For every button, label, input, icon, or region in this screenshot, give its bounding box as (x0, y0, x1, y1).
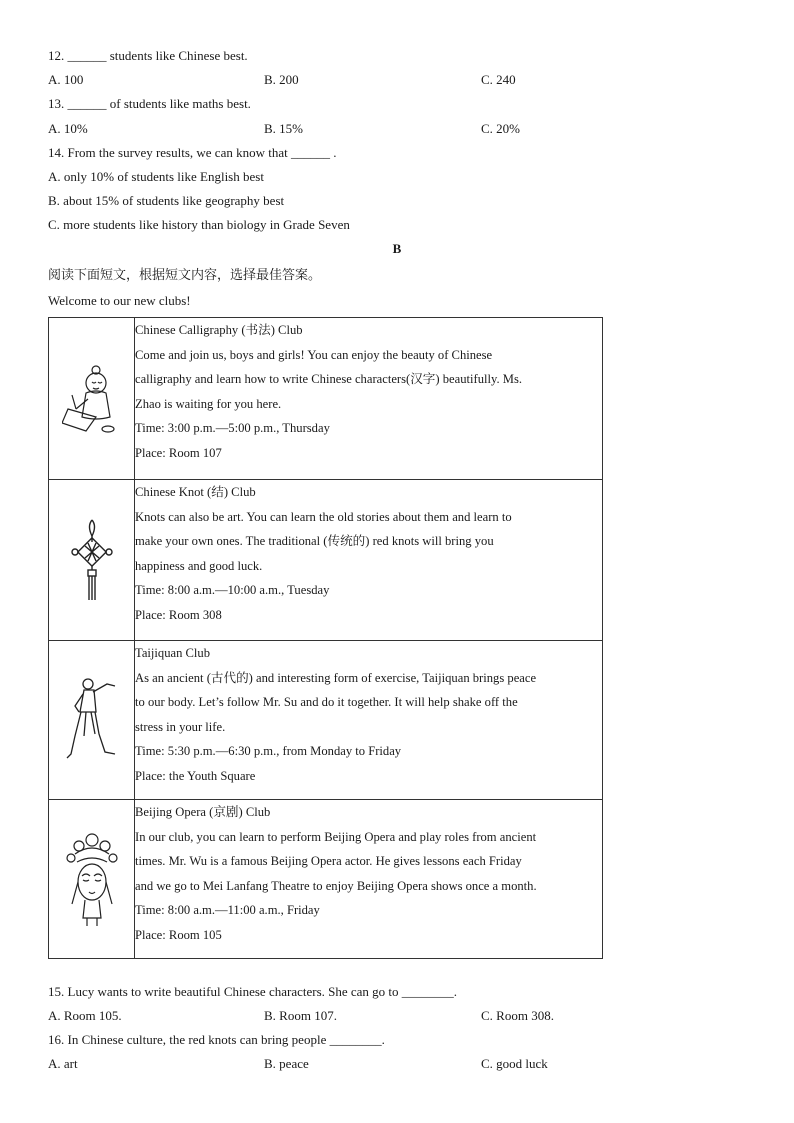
question-12-option-b[interactable]: B. 200 (264, 72, 299, 87)
calligraphy-icon (62, 359, 122, 439)
club-text-line: In our club, you can learn to perform Beijing Opera and play roles from ancient (135, 829, 537, 844)
club-title: Chinese Knot (结) Club (135, 485, 256, 499)
club-row (49, 318, 603, 480)
question-12-stem: 12. ______ students like Chinese best. (48, 48, 248, 63)
club-text-line: make your own ones. The traditional (传统的) red knots will bring you (135, 534, 494, 549)
club-title: Beijing Opera (京剧) Club (135, 805, 271, 819)
club-row (49, 800, 603, 959)
section-instruction: 阅读下面短文，根据短文内容，选择最佳答案。 (48, 267, 322, 282)
club-place: Place: Room 308 (135, 607, 222, 622)
club-picture-cell (49, 800, 135, 959)
question-14-option-a[interactable]: A. only 10% of students like English best (48, 169, 264, 184)
question-16-option-c[interactable]: C. good luck (481, 1056, 548, 1071)
club-picture-cell (49, 641, 135, 800)
question-12-option-c[interactable]: C. 240 (481, 72, 516, 87)
club-title: Taijiquan Club (135, 646, 211, 660)
chinese-knot-icon (67, 518, 117, 602)
club-text-line: calligraphy and learn how to write Chinese characters(汉字) beautifully. Ms. (135, 372, 523, 387)
club-text-line: Knots can also be art. You can learn the old stories about them and learn to (135, 509, 512, 524)
club-text-line: and we go to Mei Lanfang Theatre to enjoy Beijing Opera shows once a month. (135, 878, 537, 893)
club-description (135, 480, 603, 641)
club-row (49, 480, 603, 641)
club-row (49, 641, 603, 800)
club-place: Place: Room 105 (135, 927, 222, 942)
clubs-table (48, 317, 603, 959)
club-time: Time: 8:00 a.m.—11:00 a.m., Friday (135, 903, 320, 918)
club-place: Place: the Youth Square (135, 768, 256, 783)
club-text-line: Come and join us, boys and girls! You can enjoy the beauty of Chinese (135, 347, 493, 362)
question-15-option-a[interactable]: A. Room 105. (48, 1008, 122, 1023)
club-time: Time: 3:00 p.m.—5:00 p.m., Thursday (135, 421, 330, 436)
question-14-option-b[interactable]: B. about 15% of students like geography best (48, 193, 285, 208)
club-picture-cell (49, 318, 135, 480)
question-13-option-b[interactable]: B. 15% (264, 121, 303, 136)
question-15-option-c[interactable]: C. Room 308. (481, 1008, 554, 1023)
club-description (135, 318, 603, 480)
club-text-line: Zhao is waiting for you here. (135, 396, 282, 411)
club-description (135, 800, 603, 959)
club-time: Time: 5:30 p.m.—6:30 p.m., from Monday to Friday (135, 744, 402, 759)
question-13-option-c[interactable]: C. 20% (481, 121, 520, 136)
club-time: Time: 8:00 a.m.—10:00 a.m., Tuesday (135, 583, 330, 598)
question-15-option-b[interactable]: B. Room 107. (264, 1008, 337, 1023)
club-text-line: times. Mr. Wu is a famous Beijing Opera actor. He gives lessons each Friday (135, 854, 522, 869)
beijing-opera-mask-icon (63, 830, 121, 928)
taijiquan-icon (64, 674, 120, 766)
question-13-option-a[interactable]: A. 10% (48, 121, 88, 136)
question-16-option-b[interactable]: B. peace (264, 1056, 309, 1071)
club-text-line: to our body. Let’s follow Mr. Su and do it together. It will help shake off the (135, 695, 518, 710)
question-12-option-a[interactable]: A. 100 (48, 72, 84, 87)
club-text-line: As an ancient (古代的) and interesting form of exercise, Taijiquan brings peace (135, 670, 537, 685)
question-13-stem: 13. ______ of students like maths best. (48, 96, 251, 111)
question-14-option-c[interactable]: C. more students like history than biology in Grade Seven (48, 217, 350, 232)
question-16-stem: 16. In Chinese culture, the red knots can bring people ________. (48, 1032, 385, 1047)
question-14-stem: 14. From the survey results, we can know that ______ . (48, 145, 337, 160)
question-15-stem: 15. Lucy wants to write beautiful Chinese characters. She can go to ________. (48, 984, 458, 999)
club-text-line: happiness and good luck. (135, 558, 263, 573)
passage-intro: Welcome to our new clubs! (48, 293, 191, 308)
section-heading: B (392, 241, 402, 256)
club-description (135, 641, 603, 800)
club-text-line: stress in your life. (135, 719, 226, 734)
club-title: Chinese Calligraphy (书法) Club (135, 323, 303, 337)
club-place: Place: Room 107 (135, 445, 222, 460)
question-16-option-a[interactable]: A. art (48, 1056, 78, 1071)
club-picture-cell (49, 480, 135, 641)
